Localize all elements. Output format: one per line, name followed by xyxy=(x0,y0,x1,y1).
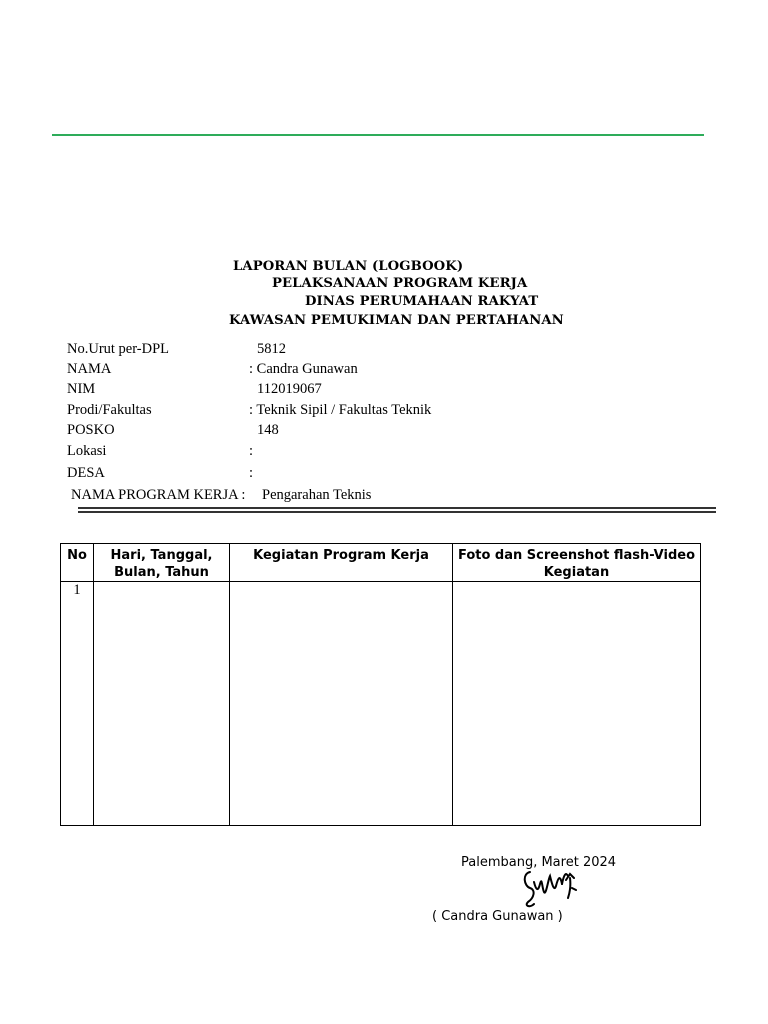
prodi-value: : Teknik Sipil / Fakultas Teknik xyxy=(249,402,432,418)
lokasi-value: : xyxy=(249,443,254,459)
signature-stroke-4 xyxy=(572,888,576,890)
no-urut-label: No.Urut per-DPL xyxy=(67,341,169,357)
header-photo-line-1: Foto dan Screenshot flash-Video xyxy=(457,548,696,563)
header-date-line-1: Hari, Tanggal, xyxy=(110,548,213,563)
title-line-2: PELAKSANAAN PROGRAM KERJA xyxy=(272,276,528,291)
header-date xyxy=(94,544,230,582)
program-value: Pengarahan Teknis xyxy=(262,487,372,503)
header-no: No xyxy=(61,544,94,582)
handwritten-signature xyxy=(516,862,580,912)
nim-value: 112019067 xyxy=(257,381,322,397)
row-no: 1 xyxy=(61,582,94,826)
prodi-label: Prodi/Fakultas xyxy=(67,402,152,418)
header-photo-line-2: Kegiatan xyxy=(543,565,610,580)
no-urut-value: 5812 xyxy=(257,341,286,357)
signature-place-date: Palembang, Maret 2024 xyxy=(461,855,617,870)
title-line-1: LAPORAN BULAN (LOGBOOK) xyxy=(233,259,464,274)
row-activity xyxy=(230,582,453,826)
title-line-4: KAWASAN PEMUKIMAN DAN PERTAHANAN xyxy=(229,313,564,328)
header-photo xyxy=(453,544,701,582)
lokasi-label: Lokasi xyxy=(67,443,107,459)
signature-stroke-2 xyxy=(534,876,562,893)
nim-label: NIM xyxy=(67,381,96,397)
signature-stroke-1 xyxy=(525,872,534,906)
signature-stroke-3 xyxy=(562,874,574,898)
table-row xyxy=(61,582,701,826)
signature-name: ( Candra Gunawan ) xyxy=(432,909,563,924)
posko-label: POSKO xyxy=(67,422,115,438)
header-date-line-2: Bulan, Tahun xyxy=(114,565,209,580)
desa-label: DESA xyxy=(67,465,105,481)
double-rule-top xyxy=(78,507,716,509)
program-label: NAMA PROGRAM KERJA : xyxy=(71,487,246,503)
table-header-row xyxy=(61,544,701,582)
row-photo xyxy=(453,582,701,826)
header-activity: Kegiatan Program Kerja xyxy=(230,544,453,582)
nama-value: : Candra Gunawan xyxy=(249,361,358,377)
posko-value: 148 xyxy=(257,422,279,438)
desa-value: : xyxy=(249,465,254,481)
nama-label: NAMA xyxy=(67,361,112,377)
title-line-3: DINAS PERUMAHAAN RAKYAT xyxy=(305,294,539,309)
row-date xyxy=(94,582,230,826)
double-rule-bottom xyxy=(78,511,716,513)
logbook-table xyxy=(60,543,701,826)
header-divider-line xyxy=(52,134,704,136)
